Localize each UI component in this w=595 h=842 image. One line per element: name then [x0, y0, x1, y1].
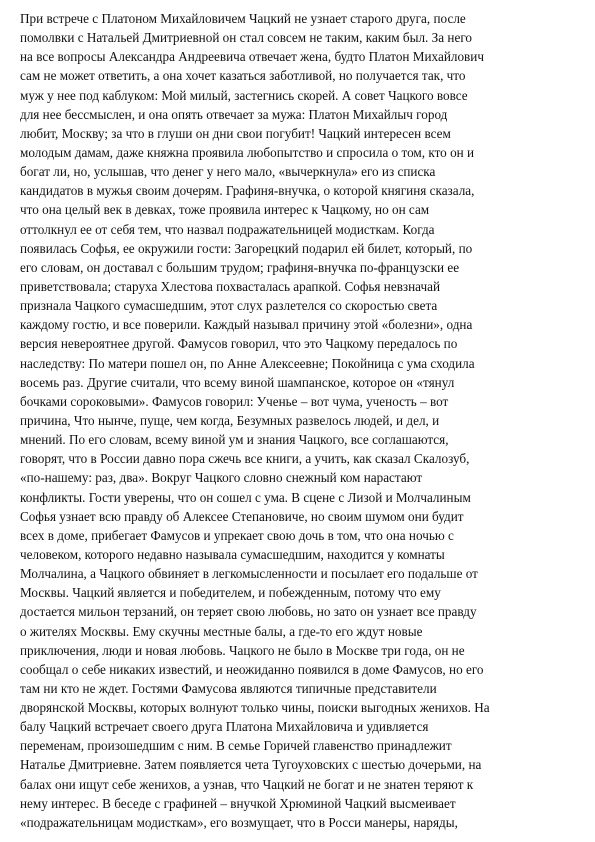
text-line: оттолкнул ее от себя тем, что назвал подражательницей модисткам. Когда — [20, 221, 435, 237]
text-line: появилась Софья, ее окружили гости: Загорецкий подарил ей билет, который, по — [20, 240, 473, 256]
text-line: признала Чацкого сумасшедшим, этот слух разлетелся со скоростью света — [20, 298, 438, 314]
text-line: помолвки с Натальей Дмитриевной он стал совсем не таким, каким был. За него — [20, 30, 472, 46]
text-line: конфликты. Гости уверены, что он сошел с ума. В сцене с Лизой и Молчалиным — [20, 489, 471, 505]
text-line: восемь раз. Другие считали, что всему виной шампанское, которое он «тянул — [20, 374, 455, 390]
text-line: Софья узнает всю правду об Алексее Степановиче, но своим шумом они будит — [20, 508, 464, 524]
text-line: приветствовала; старуха Хлестова похвасталась арапкой. Софья невзначай — [20, 278, 441, 294]
text-line: всех в доме, прибегает Фамусов и упрекает свою дочь в том, что она ночью с — [20, 527, 454, 543]
text-line: о жителях Москвы. Ему скучны местные балы, а где-то его ждут новые — [20, 623, 423, 639]
text-line: причина, Что нынче, пуще, чем когда, Безумных развелось людей, и дел, и — [20, 412, 440, 428]
document-text — [20, 9, 576, 832]
text-line: его словам, он доставал с большим трудом; графиня-внучка по-французски ее — [20, 259, 460, 275]
text-line: каждому гостю, и все поверили. Каждый называл причину этой «болезни», одна — [20, 317, 473, 333]
text-line: При встрече с Платоном Михайловичем Чацкий не узнает старого друга, после — [20, 11, 466, 26]
text-line: сообщал о себе никаких известий, и неожиданно появился в доме Фамусов, но его — [20, 661, 484, 677]
text-line: балу Чацкий встречает своего друга Платона Михайловича и удивляется — [20, 719, 429, 735]
text-line: балах они ищут себе женихов, а узнав, что Чацкий не богат и не знатен теряют к — [20, 776, 474, 792]
text-line: что она целый век в девках, тоже проявила интерес к Чацкому, но он сам — [20, 202, 430, 218]
text-line: мнений. По его словам, всему виной ум и знания Чацкого, все соглашаются, — [20, 432, 449, 448]
text-line: наследству: По матери пошел он, по Анне Алексеевне; Покойница с ума сходила — [20, 355, 475, 371]
text-line: дворянской Москвы, которых волнуют только чины, поиски выгодных женихов. На — [20, 700, 490, 716]
text-line: там ни кто не ждет. Гостями Фамусова являются типичные представители — [20, 680, 437, 696]
text-line: молодым дамам, даже княжна проявила любопытство и спросила о том, кто он и — [20, 144, 475, 160]
text-line: версия невероятнее другой. Фамусов говорил, что это Чацкому передалось по — [20, 336, 458, 352]
text-line: богат ли, но, услышав, что денег у него мало, «вычеркнула» его из списка — [20, 164, 436, 180]
text-line: достается мильон терзаний, он теряет свою любовь, но зато он узнает все правду — [20, 604, 477, 620]
text-line: на все вопросы Александра Андреевича отвечает жена, будто Платон Михайлович — [20, 49, 484, 65]
text-line: любит, Москву; за что в глуши он дни свои погубит! Чацкий интересен всем — [20, 125, 451, 141]
text-line: кандидатов в мужья своим дочерям. Графиня-внучка, о которой княгиня сказала, — [20, 183, 475, 199]
text-line: переменам, произошедшим с ним. В семье Горичей главенство принадлежит — [20, 738, 452, 754]
text-line: «подражательницам модисткам», его возмущает, что в Росси манеры, наряды, — [20, 814, 458, 830]
text-line: бочками сороковыми». Фамусов говорил: Ученье – вот чума, ученость – вот — [20, 393, 449, 409]
text-line: человеком, которого недавно называла сумасшедшим, находится у комнаты — [20, 546, 445, 562]
text-line: говорят, что в России давно пора сжечь все книги, а учить, как сказал Скалозуб, — [20, 451, 470, 467]
text-line: Москвы. Чацкий является и победителем, и побежденным, потому что ему — [20, 585, 441, 601]
text-line: Молчалина, а Чацкого обвиняет в легкомысленности и посылает его подальше от — [20, 566, 478, 582]
text-line: нему интерес. В беседе с графиней – внучкой Хрюминой Чацкий высмеивает — [20, 795, 456, 811]
text-line: муж у нее под каблуком: Мой милый, застегнись скорей. А совет Чацкого вовсе — [20, 87, 468, 103]
text-line: Наталье Дмитриевне. Затем появляется чета Тугоуховских с шестью дочерьми, на — [20, 757, 482, 773]
text-line: сам не может ответить, а она хочет казаться заботливой, но получается так, что — [20, 68, 466, 84]
text-line: для нее бессмыслен, и она опять отвечает за мужа: Платон Михайлыч город — [20, 106, 448, 122]
text-line: приключения, люди и новая любовь. Чацкого не было в Москве три года, он не — [20, 642, 465, 658]
text-line: «по-нашему: раз, два». Вокруг Чацкого словно снежный ком нарастают — [20, 470, 423, 486]
